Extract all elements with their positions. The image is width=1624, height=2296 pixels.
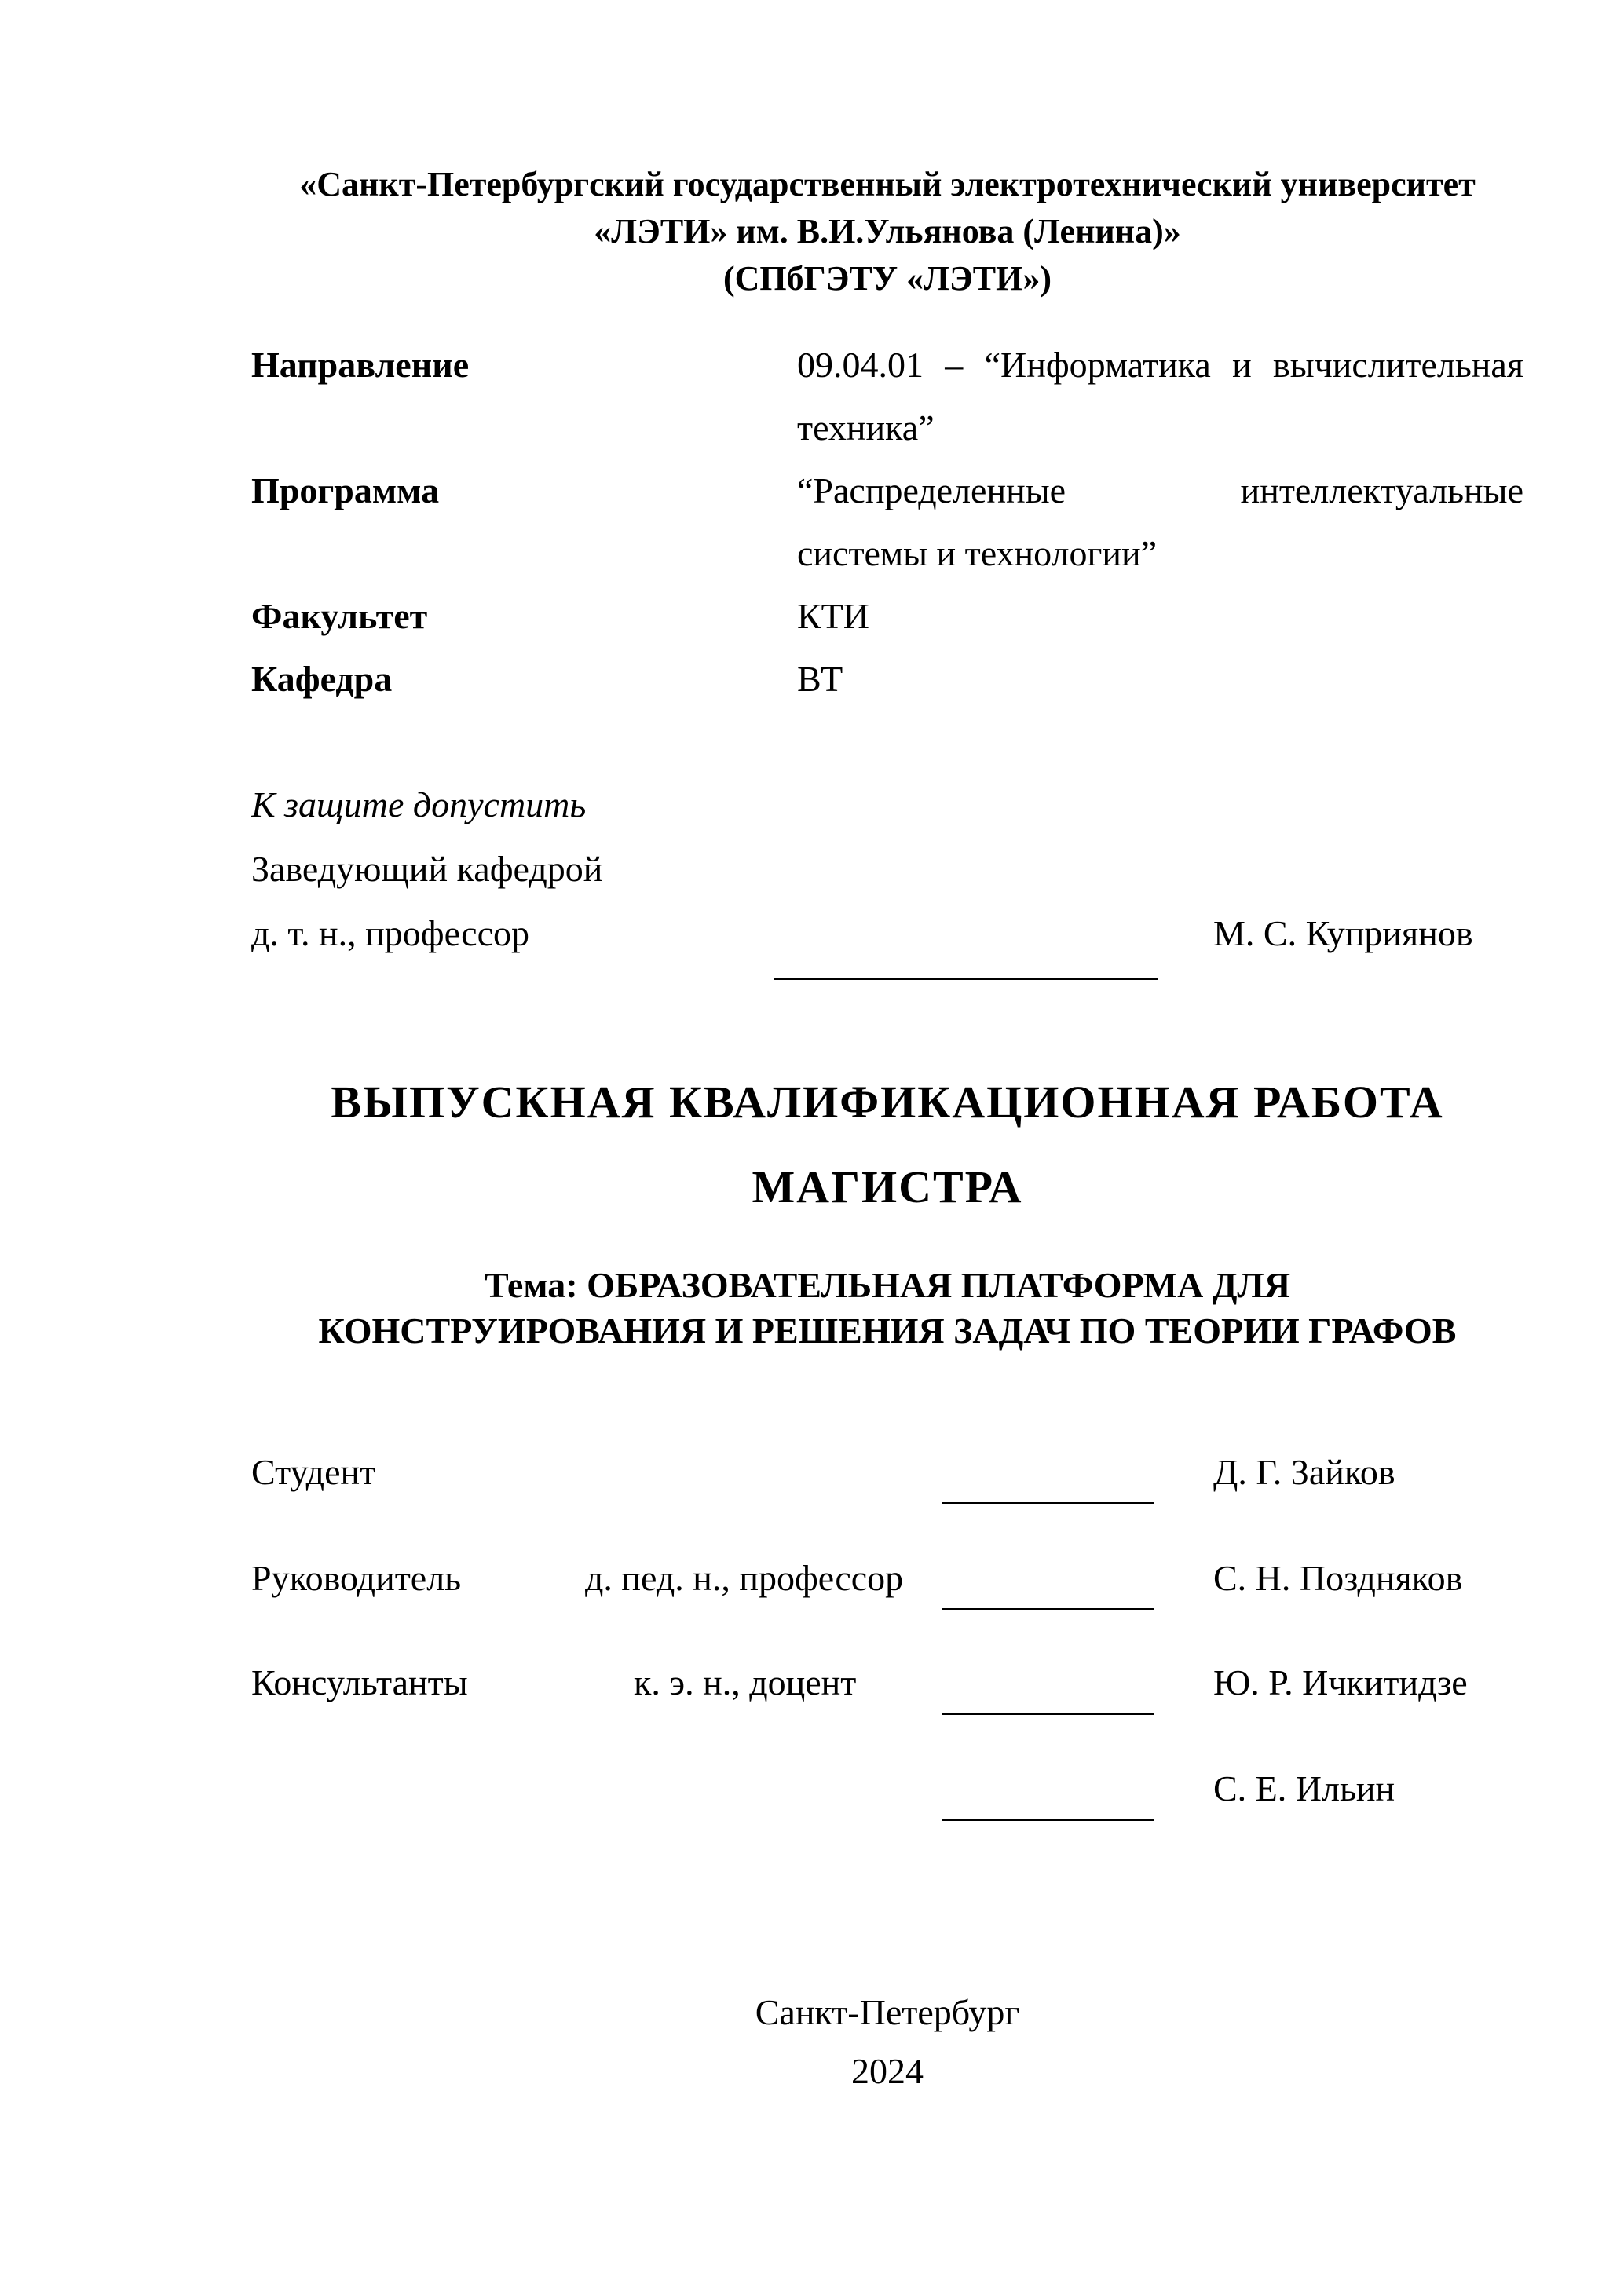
program-label: Программа [251,470,440,510]
department-value: ВТ [797,659,843,699]
consultant-1-signature-line [942,1713,1154,1715]
program-value-line-1: “Распределенные интеллектуальные [797,470,1523,510]
admission-degree-line: д. т. н., профессор [251,913,529,953]
page-footer [251,1983,1523,2100]
department-label: Кафедра [251,659,393,699]
supervisor-signature-line [942,1608,1154,1610]
university-header [251,161,1523,302]
supervisor-qualification: д. пед. н., профессор [585,1558,904,1598]
work-topic-line-2: КОНСТРУИРОВАНИЯ И РЕШЕНИЯ ЗАДАЧ ПО ТЕОРИИ ГРАФОВ [318,1311,1457,1351]
direction-value-line-2: техника” [797,408,935,448]
consultants-role-label: Консультанты [251,1662,468,1702]
admission-head-of-department-line: Заведующий кафедрой [251,849,603,889]
approver-signature-line [774,978,1158,980]
info-row-direction [251,334,1523,459]
university-abbreviation-line: (СПбГЭТУ «ЛЭТИ») [723,259,1052,298]
direction-label: Направление [251,345,470,385]
direction-value-line-1: 09.04.01 – “Информатика и вычислительная [797,345,1523,385]
university-name-line-2: «ЛЭТИ» им. В.И.Ульянова (Ленина)» [594,212,1181,250]
student-role-label: Студент [251,1452,376,1492]
signature-row-student [251,1449,1523,1496]
student-name: Д. Г. Зайков [1213,1452,1395,1492]
university-name-line-1: «Санкт-Петербургский государственный электротехнический университет [299,165,1476,203]
work-topic [251,1263,1523,1354]
work-title-line-1: ВЫПУСКНАЯ КВАЛИФИКАЦИОННАЯ РАБОТА [331,1077,1444,1128]
year-label: 2024 [851,2051,924,2091]
faculty-label: Факультет [251,596,428,636]
approver-name: М. С. Куприянов [1213,913,1473,953]
supervisor-name: С. Н. Поздняков [1213,1558,1463,1598]
work-title [251,1060,1523,1230]
program-value-line-2: системы и технологии” [797,533,1158,573]
city-label: Санкт-Петербург [755,1992,1020,2032]
program-info-block [251,334,1523,711]
consultant-2-signature-line [942,1819,1154,1821]
supervisor-role-label: Руководитель [251,1558,462,1598]
admission-permit-line: К защите допустить [251,784,587,824]
admission-block [251,773,602,966]
info-row-program [251,459,1523,585]
signature-row-supervisor [251,1555,1523,1602]
faculty-value: КТИ [797,596,869,636]
info-row-faculty [251,585,1523,648]
signature-row-consultant-1 [251,1659,1523,1706]
consultant-1-qualification: к. э. н., доцент [634,1662,857,1702]
consultant-1-name: Ю. Р. Ичкитидзе [1213,1662,1468,1702]
info-row-department [251,648,1523,711]
student-signature-line [942,1502,1154,1504]
direction-value [797,334,1523,459]
work-title-line-2: МАГИСТРА [752,1161,1023,1212]
program-value [797,459,1523,585]
signature-row-consultant-2 [251,1765,1523,1812]
consultant-2-name: С. Е. Ильин [1213,1768,1395,1808]
work-topic-line-1: Тема: ОБРАЗОВАТЕЛЬНАЯ ПЛАТФОРМА ДЛЯ [484,1265,1291,1305]
